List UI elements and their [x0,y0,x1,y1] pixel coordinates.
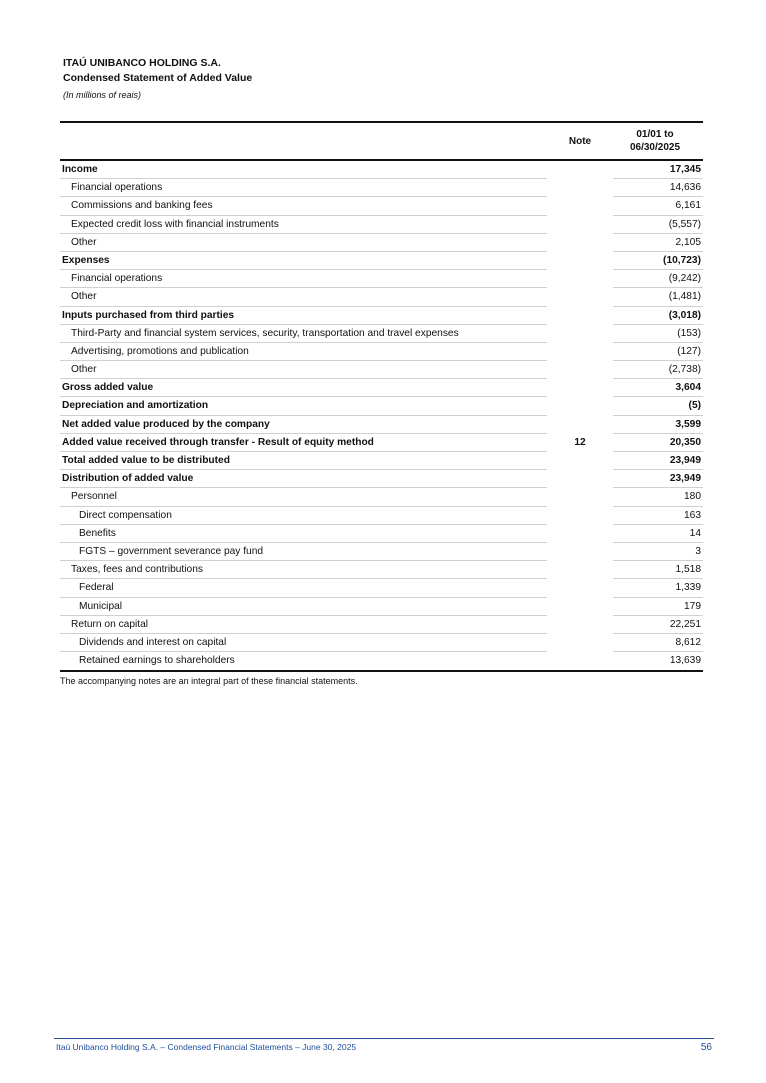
row-value: 23,949 [669,473,701,485]
table-row [60,361,703,379]
row-value: 1,518 [675,564,701,576]
table-row [60,616,703,634]
row-label: Other [71,364,97,376]
table-row [60,416,703,434]
row-value: 3 [695,545,701,557]
row-value: 2,105 [675,236,701,248]
table-header [60,123,703,161]
table-row [60,379,703,397]
row-value: (9,242) [668,273,701,285]
row-label: Inputs purchased from third parties [62,309,235,321]
row-label: Gross added value [62,382,154,394]
row-label: Return on capital [71,618,149,630]
table-row [60,270,703,288]
row-label: Municipal [79,600,123,612]
period-header-line2: 06/30/2025 [629,142,681,153]
table-row [60,525,703,543]
row-label: Third-Party and financial system services, security, transportation and travel expenses [71,327,459,339]
table-row [60,634,703,652]
footer-rule [54,1038,714,1039]
table-body [60,161,703,670]
row-label: Depreciation and amortization [62,400,209,412]
table-row [60,197,703,215]
table-row [60,470,703,488]
row-label: Income [62,164,98,175]
period-column-header [607,128,703,154]
row-value: (153) [677,327,701,339]
added-value-table [60,121,703,686]
table-row [60,252,703,270]
statement-title: Condensed Statement of Added Value [63,72,253,84]
table-row [60,507,703,525]
table-row [60,434,703,452]
row-value: 163 [684,509,701,521]
table-row [60,216,703,234]
row-label: FGTS – government severance pay fund [79,545,264,557]
row-value: 14 [689,527,701,539]
row-label: Other [71,291,97,303]
row-label: Financial operations [71,273,163,285]
row-label: Retained earnings to shareholders [79,655,235,667]
row-label: Advertising, promotions and publication [71,345,249,357]
table-row [60,652,703,670]
row-label: Distribution of added value [62,473,194,485]
row-label: Benefits [79,527,116,539]
table-row [60,561,703,579]
row-value: (10,723) [663,254,701,266]
row-value: (3,018) [668,309,701,321]
table-row [60,488,703,506]
row-label: Total added value to be distributed [62,455,230,466]
row-label: Federal [79,582,114,594]
table-row [60,307,703,325]
row-label: Direct compensation [79,509,172,521]
row-value: (2,738) [668,364,701,376]
row-value: 1,339 [675,582,701,594]
company-name: ITAÚ UNIBANCO HOLDING S.A. [63,57,221,69]
table-row [60,161,703,179]
note-column-header: Note [568,136,592,147]
row-value: 3,599 [675,418,701,430]
table-row [60,234,703,252]
table-row [60,179,703,197]
row-label: Taxes, fees and contributions [71,564,203,576]
row-value: (127) [677,345,701,357]
units-subtitle: (In millions of reais) [63,90,142,100]
row-value: 180 [684,491,701,503]
row-note: 12 [574,436,586,448]
row-value: 23,949 [669,455,701,466]
row-label: Expected credit loss with financial instruments [71,218,279,230]
row-value: 179 [684,600,701,612]
row-value: (5) [688,400,701,412]
row-value: 13,639 [669,655,701,667]
table-row [60,343,703,361]
row-value: 14,636 [669,182,701,194]
row-value: 22,251 [669,618,701,630]
row-value: 8,612 [675,636,701,648]
table-row [60,397,703,415]
row-value: 3,604 [675,382,701,394]
table-row [60,452,703,470]
table-row [60,598,703,616]
row-value: 17,345 [669,164,701,175]
table-row [60,543,703,561]
footnote: The accompanying notes are an integral part of these financial statements. [60,676,358,687]
row-label: Dividends and interest on capital [79,636,227,648]
page-number: 56 [700,1042,712,1053]
footer-text: Itaú Unibanco Holding S.A. – Condensed Financial Statements – June 30, 2025 [56,1042,357,1052]
table-row [60,325,703,343]
row-value: (1,481) [668,291,701,303]
table-row [60,579,703,597]
row-label: Commissions and banking fees [71,200,213,212]
row-label: Expenses [62,254,110,266]
row-label: Net added value produced by the company [62,418,270,430]
row-label: Financial operations [71,182,163,194]
table-bottom-rule [60,670,703,672]
row-label: Other [71,236,97,248]
row-value: 6,161 [675,200,701,212]
period-header-line1: 01/01 to [636,129,674,140]
row-label: Added value received through transfer - Result of equity method [62,436,374,448]
row-label: Personnel [71,491,117,503]
row-value: 20,350 [669,436,701,448]
row-value: (5,557) [668,218,701,230]
table-row [60,288,703,306]
